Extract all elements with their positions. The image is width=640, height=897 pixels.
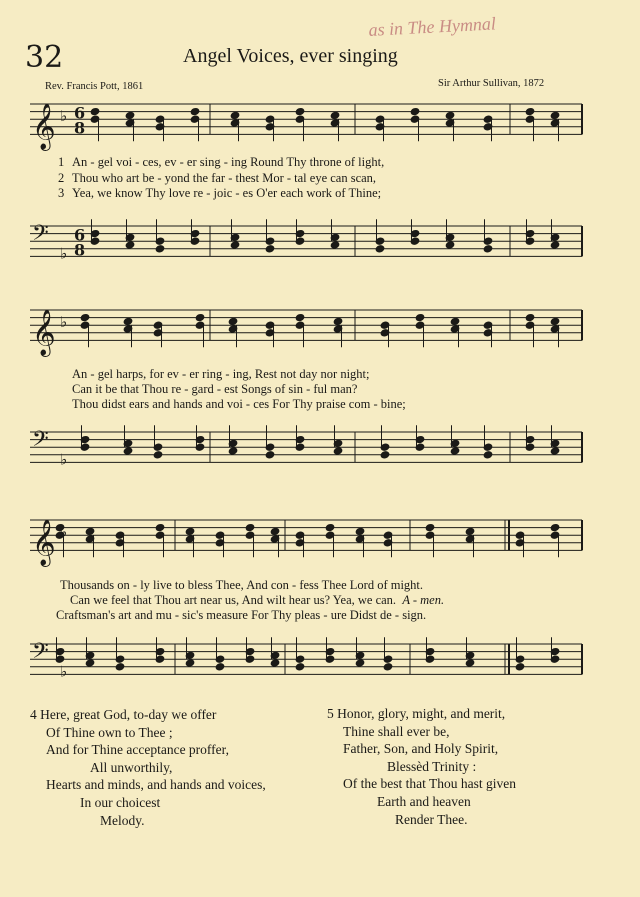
note-head [410, 107, 420, 115]
note-head [333, 447, 343, 455]
note-head [185, 527, 195, 535]
staff [30, 226, 582, 256]
note-head [228, 317, 238, 325]
note-head [228, 447, 238, 455]
time-signature-digit: 6 [74, 225, 86, 245]
handwritten-note: as in The Hymnal [368, 13, 497, 40]
verse-line: In our choicest [80, 794, 161, 810]
system2-lyric-line-3: Thou didst ears and hands and voi - ces For Thy praise com - bine; [72, 397, 406, 411]
flat-icon: ♭ [60, 662, 68, 681]
verse-line: And for Thine acceptance proffer, [46, 742, 229, 758]
system1-lyric-line-3: 3 Yea, we know Thy love re - joic - es O'er each work of Thine; [58, 186, 382, 200]
note-head [230, 111, 240, 119]
note-head [215, 663, 225, 671]
note-head [550, 241, 560, 249]
note-head [525, 313, 535, 321]
note-head [230, 241, 240, 249]
staff [30, 310, 582, 340]
verse-line: 4 Here, great God, to-day we offer [30, 707, 217, 722]
note-head [85, 659, 95, 667]
note-head [80, 313, 90, 321]
system1-lyric-line-2: 2 Thou who art be - yond the far - thest Mor - tal eye can scan, [58, 171, 377, 185]
note-head [295, 663, 305, 671]
hymn-title: Angel Voices, ever singing [183, 45, 398, 67]
note-head [265, 451, 275, 459]
note-head [450, 317, 460, 325]
note-head [465, 527, 475, 535]
note-head [465, 659, 475, 667]
system3-lyric-line-3: Craftsman's art and mu - sic's measure For Thy pleas - ure Didst de - sign. [56, 608, 427, 622]
verse-line: Melody. [100, 812, 145, 828]
verse-5 [327, 705, 516, 828]
verse-line: Thine shall ever be, [343, 723, 450, 739]
staff [30, 644, 582, 674]
note-head [550, 523, 560, 531]
note-head [550, 317, 560, 325]
note-head [383, 663, 393, 671]
note-head [245, 523, 255, 531]
system1-lyric-line-1: 1 An - gel voi - ces, ev - er sing - ing Round Thy throne of light, [58, 155, 385, 169]
note-head [380, 451, 390, 459]
note-head [190, 107, 200, 115]
time-signature-digit: 6 [74, 103, 86, 123]
note-head [123, 447, 133, 455]
note-head [450, 447, 460, 455]
note-head [115, 663, 125, 671]
note-head [445, 111, 455, 119]
verse-line: Blessèd Trinity : [387, 758, 477, 774]
note-head [355, 527, 365, 535]
note-head [153, 451, 163, 459]
note-head [265, 245, 275, 253]
note-head [445, 241, 455, 249]
note-head [330, 111, 340, 119]
staff [30, 432, 582, 462]
note-head [270, 527, 280, 535]
treble-clef-icon: 𝄞 [32, 309, 56, 356]
note-head [123, 317, 133, 325]
verse-line: Of Thine own to Thee ; [46, 724, 173, 740]
treble-clef-icon: 𝄞 [32, 103, 56, 150]
note-head [550, 111, 560, 119]
staff [30, 520, 582, 550]
time-signature-digit: 8 [74, 118, 86, 138]
note-head [155, 523, 165, 531]
bass-clef-icon: 𝄢 [32, 221, 49, 252]
note-head [415, 313, 425, 321]
note-head [550, 447, 560, 455]
hymn-number: 32 [25, 40, 64, 75]
system3-lyric-line-2: Can we feel that Thou art near us, And wilt hear us? Yea, we can. A - men. [70, 593, 445, 607]
note-head [325, 523, 335, 531]
verse-line: Earth and heaven [377, 793, 471, 809]
flat-icon: ♭ [60, 244, 68, 263]
note-head [270, 659, 280, 667]
note-head [125, 241, 135, 249]
verse-4 [30, 706, 266, 829]
note-head [375, 245, 385, 253]
staff [30, 104, 582, 134]
system3-lyric-line-1: Thousands on - ly live to bless Thee, And con - fess Thee Lord of might. [60, 578, 424, 592]
flat-icon: ♭ [60, 523, 68, 542]
note-head [425, 523, 435, 531]
note-head [295, 107, 305, 115]
note-head [85, 527, 95, 535]
composer-credit: Sir Arthur Sullivan, 1872 [438, 78, 545, 89]
verse-line: Render Thee. [395, 811, 468, 827]
time-signature-digit: 8 [74, 240, 86, 260]
flat-icon: ♭ [60, 107, 68, 126]
note-head [330, 241, 340, 249]
verse-line: All unworthily, [90, 759, 173, 775]
verse-line: Hearts and minds, and hands and voices, [46, 777, 266, 793]
system2-lyric-line-1: An - gel harps, for ev - er ring - ing, Rest not day nor night; [72, 367, 370, 381]
flat-icon: ♭ [60, 450, 68, 469]
flat-icon: ♭ [60, 313, 68, 332]
note-head [483, 245, 493, 253]
note-head [90, 107, 100, 115]
note-head [195, 313, 205, 321]
bass-clef-icon: 𝄢 [32, 427, 49, 458]
note-head [515, 663, 525, 671]
verse-line: Father, Son, and Holy Spirit, [343, 741, 499, 757]
system2-lyric-line-2: Can it be that Thou re - gard - est Songs of sin - ful man? [72, 382, 358, 396]
amen-text: A - men. [402, 593, 445, 607]
note-head [185, 659, 195, 667]
verse-line: 5 Honor, glory, might, and merit, [327, 706, 506, 721]
note-head [125, 111, 135, 119]
bass-clef-icon: 𝄢 [32, 639, 49, 670]
note-head [525, 107, 535, 115]
note-head [355, 659, 365, 667]
author-credit: Rev. Francis Pott, 1861 [45, 81, 144, 92]
note-head [155, 245, 165, 253]
verse-line: Of the best that Thou hast given [343, 776, 516, 792]
note-head [483, 451, 493, 459]
treble-clef-icon: 𝄞 [32, 519, 56, 566]
note-head [295, 313, 305, 321]
note-head [333, 317, 343, 325]
